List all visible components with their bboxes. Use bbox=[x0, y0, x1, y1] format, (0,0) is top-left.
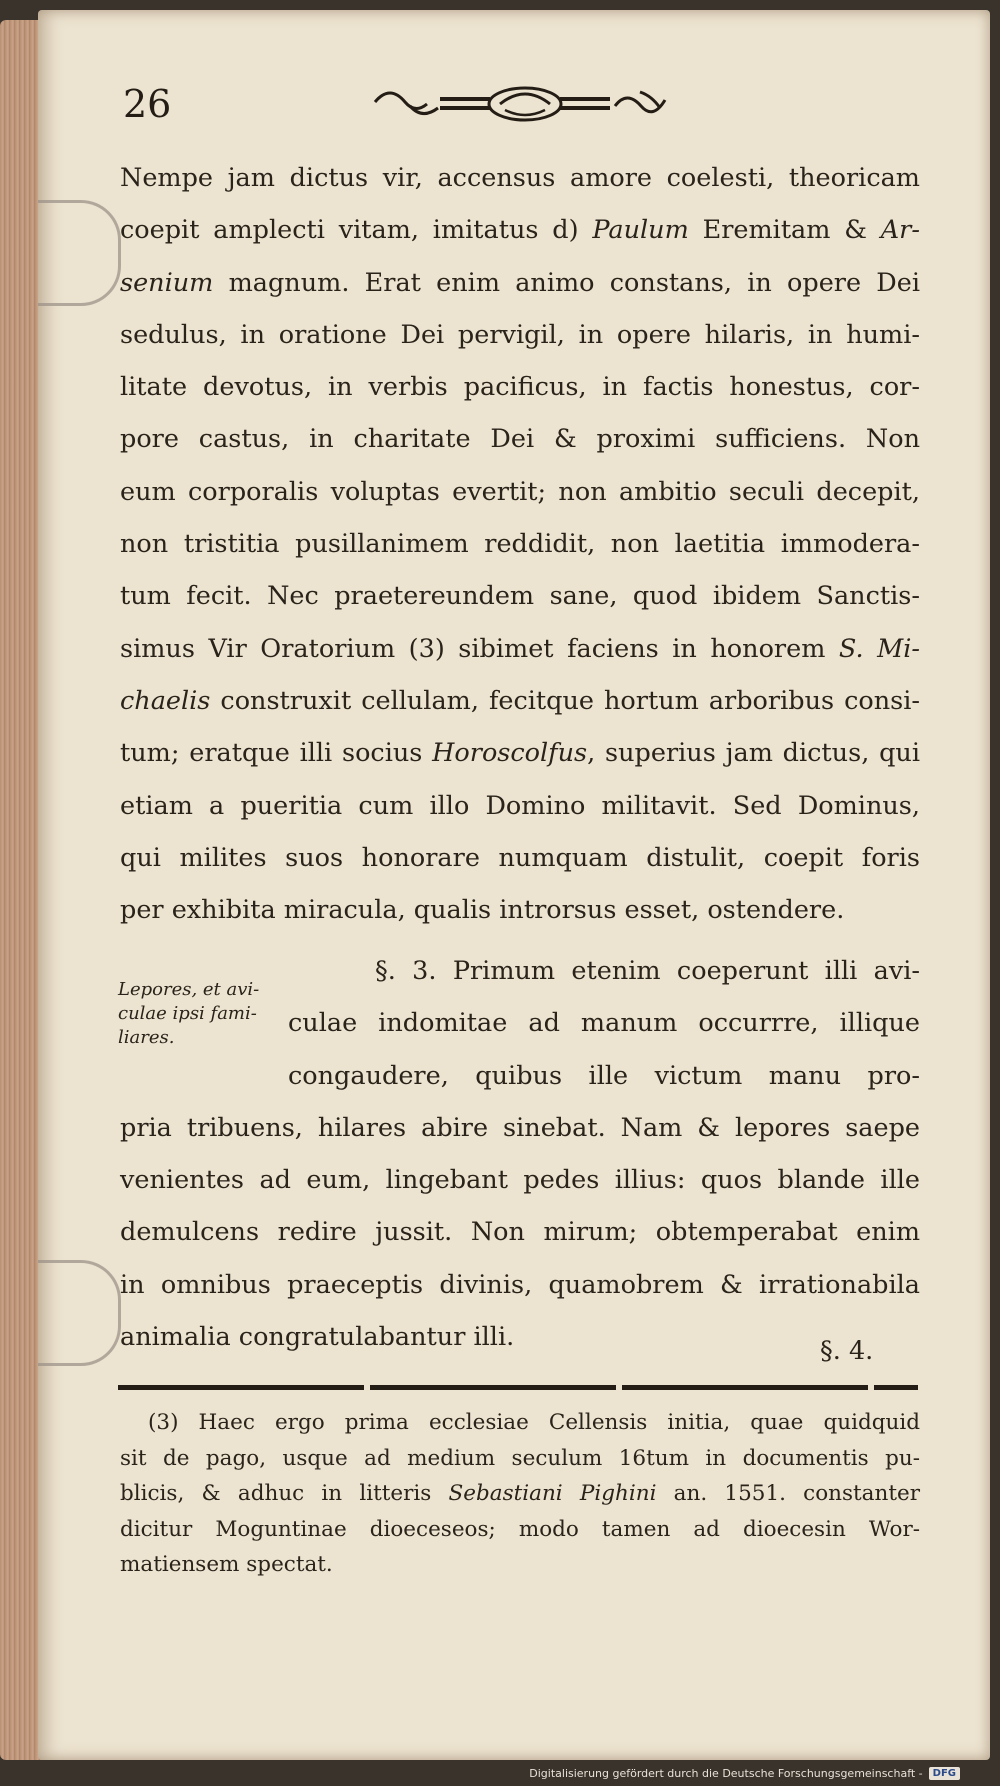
text-line: congaudere, quibus ille victum manu pro- bbox=[288, 1060, 920, 1091]
page-clip-top bbox=[38, 200, 121, 306]
text-line: eum corporalis voluptas evertit; non ambitio seculi decepit, bbox=[120, 476, 920, 507]
text-line: simus Vir Oratorium (3) sibimet faciens in honorem S. Mi- bbox=[120, 633, 920, 664]
digitization-credit bbox=[529, 1767, 960, 1780]
footnote bbox=[120, 1405, 920, 1583]
catchword: §. 4. bbox=[820, 1336, 874, 1366]
text-line: blicis, & adhuc in litteris Sebastiani Pighini an. 1551. constanter bbox=[120, 1481, 920, 1506]
text-line: demulcens redire jussit. Non mirum; obtemperabat enim bbox=[120, 1217, 920, 1248]
text-line: animalia congratulabantur illi. bbox=[120, 1322, 515, 1353]
section-3-text bbox=[120, 945, 920, 1363]
ornament-headpiece-icon bbox=[370, 82, 680, 126]
text-line: senium magnum. Erat enim animo constans, in opere Dei bbox=[120, 267, 920, 298]
text-line: pore castus, in charitate Dei & proximi sufficiens. Non bbox=[120, 424, 920, 455]
text-line: §. 3. Primum etenim coeperunt illi avi- bbox=[375, 956, 920, 986]
text-line: tum fecit. Nec praetereundem sane, quod ibidem Sanctis- bbox=[120, 581, 920, 612]
text-line: culae indomitae ad manum occurrre, illique bbox=[288, 1008, 920, 1039]
text-line: venientes ad eum, lingebant pedes illius: quos blande ille bbox=[120, 1165, 920, 1196]
text-line: (3) Haec ergo prima ecclesiae Cellensis initia, quae quidquid bbox=[148, 1410, 920, 1435]
text-line: per exhibita miracula, qualis introrsus esset, ostendere. bbox=[120, 895, 845, 926]
footnote-rule bbox=[118, 1385, 918, 1390]
digitization-credit-text: Digitalisierung gefördert durch die Deutsche Forschungsgemeinschaft - bbox=[529, 1767, 923, 1780]
text-line: Nempe jam dictus vir, accensus amore coelesti, theoricam bbox=[120, 163, 920, 193]
text-line: pria tribuens, hilares abire sinebat. Nam & lepores saepe bbox=[120, 1112, 920, 1143]
text-line: etiam a pueritia cum illo Domino militavit. Sed Dominus, bbox=[120, 790, 920, 821]
text-line: chaelis construxit cellulam, fecitque hortum arboribus consi- bbox=[120, 685, 920, 716]
text-line: tum; eratque illi socius Horoscolfus, superius jam dictus, qui bbox=[120, 738, 920, 769]
text-line: litate devotus, in verbis pacificus, in factis honestus, cor- bbox=[120, 372, 920, 403]
text-line: non tristitia pusillanimem reddidit, non laetitia immodera- bbox=[120, 529, 920, 560]
page-number: 26 bbox=[123, 82, 172, 126]
text-line: in omnibus praeceptis divinis, quamobrem & irrationabila bbox=[120, 1269, 920, 1300]
page-clip-bottom bbox=[38, 1260, 121, 1366]
text-line: dicitur Moguntinae dioeceseos; modo tamen ad dioecesin Wor- bbox=[120, 1516, 920, 1542]
text-line: sit de pago, usque ad medium seculum 16tum in documentis pu- bbox=[120, 1445, 920, 1471]
main-text bbox=[120, 152, 920, 936]
marginal-note: Lepores, et avi-culae ipsi fami-liares. bbox=[118, 979, 260, 1048]
text-line: matiensem spectat. bbox=[120, 1552, 333, 1577]
dfg-logo-icon: DFG bbox=[929, 1767, 960, 1780]
text-line: qui milites suos honorare numquam distulit, coepit foris bbox=[120, 842, 920, 873]
text-line: sedulus, in oratione Dei pervigil, in opere hilaris, in humi- bbox=[120, 319, 920, 350]
text-line: coepit amplecti vitam, imitatus d) Paulum Eremitam & Ar- bbox=[120, 215, 920, 246]
